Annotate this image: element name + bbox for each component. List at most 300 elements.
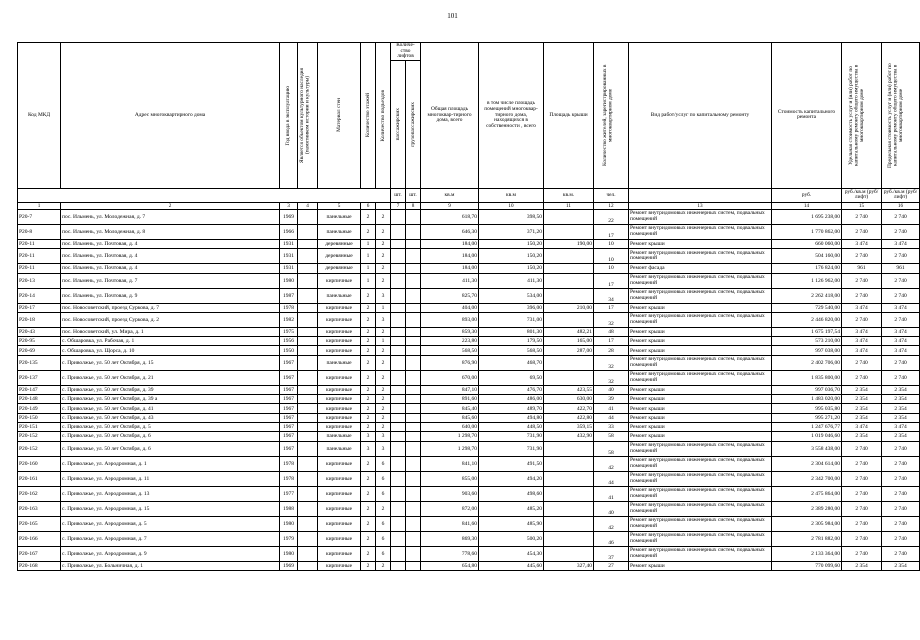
cell-address: с. Приволжье, ул. Аэродромная, д. 13 [61,486,280,501]
cell-cost: 997 038,00 [772,346,842,355]
cell-cost: 1 483 020,00 [772,395,842,404]
cell-cost: 1 770 862,00 [772,224,842,239]
cell-unit-cost: 3 474 [842,327,882,336]
cell-max-cost: 2 354 [882,395,920,404]
cell-address: с. Приволжье, ул. 50 лет Октября, д. 39 а [61,395,280,404]
cell-floors: 1 [361,264,376,273]
cell-kod: Р20-166 [18,531,61,546]
cell-empty [298,312,318,327]
cell-roof-area [544,273,594,288]
cell-entrances: 2 [376,422,391,431]
cell-max-cost: 2 740 [882,249,920,264]
cell-empty [298,441,318,456]
table-row [18,264,920,273]
cell-entrances: 2 [376,404,391,413]
cell-cost: 2 304 614,00 [772,456,842,471]
cell-max-cost: 2 740 [882,501,920,516]
cell-unit-cost: 2 740 [842,501,882,516]
cell-empty [298,327,318,336]
cell-kod: Р20-149 [18,404,61,413]
column-number: 15 [842,202,882,209]
cell-address: с. Обшаровка, ул. Рабочая, д. 1 [61,337,280,346]
cell-floors: 1 [361,239,376,248]
cell-floors: 3 [361,441,376,456]
cell-kod: Р20-152 [18,441,61,456]
column-number: 8 [406,202,421,209]
cell-empty [406,501,421,516]
cell-residents: 22 [594,209,629,224]
cell-total-area: 841,60 [421,516,479,531]
cell-max-cost: 2 354 [882,413,920,422]
cell-material: панельные [318,288,361,303]
cell-max-cost: 3 474 [882,327,920,336]
cell-empty [391,516,406,531]
cell-empty [298,546,318,561]
cell-resid-area: 411,30 [479,273,544,288]
table-row [18,441,920,456]
cell-empty [298,303,318,312]
column-number: 2 [61,202,280,209]
cell-empty [298,516,318,531]
cell-material: кирпичные [318,422,361,431]
cell-total-area: 670,00 [421,370,479,385]
table-row [18,471,920,486]
cell-year: 1967 [280,422,298,431]
cell-kod: Р20-11 [18,239,61,248]
cell-work-type: Ремонт внутридомовых инженерных систем, подвальных помещений [629,516,772,531]
cell-empty [406,312,421,327]
header-year: Год ввода в эксплуатацию [285,85,292,146]
cell-resid-area: 179,50 [479,337,544,346]
cell-material: кирпичные [318,456,361,471]
cell-max-cost: 3 474 [882,303,920,312]
cell-kod: Р20-162 [18,486,61,501]
cell-roof-area: 482,21 [544,327,594,336]
cell-total-area: 184,00 [421,249,479,264]
page-number: 101 [447,12,458,20]
cell-resid-area: 491,50 [479,456,544,471]
unit-residents: чел. [594,188,629,202]
cell-material: кирпичные [318,471,361,486]
cell-empty [391,355,406,370]
cell-address: с. Приволжье, ул. Аэродромная, д. 11 [61,471,280,486]
cell-empty [406,264,421,273]
cell-entrances: 2 [376,561,391,570]
cell-empty [406,441,421,456]
cell-cost: 1 675 197,54 [772,327,842,336]
header-total-area: Общая площадь многоквар-тирного дома, всего [421,43,479,189]
cell-max-cost: 3 474 [882,422,920,431]
cell-address: пос. Ильмень, ул. Почтовая, д. 4 [61,264,280,273]
cell-work-type: Ремонт фасада [629,264,772,273]
cell-work-type: Ремонт внутридомовых инженерных систем, подвальных помещений [629,456,772,471]
cell-resid-area: 150,20 [479,264,544,273]
unit-unit-cost: руб./кв.м (руб/лифт) [842,188,882,202]
cell-year: 1988 [280,501,298,516]
table-row [18,224,920,239]
table-row [18,531,920,546]
cell-residents: 17 [594,273,629,288]
header-max-cost: Предельная стоимость услуг и (или) работ по капитальному ремонту общего имущества в многоквартирном доме [886,63,904,168]
cell-empty [298,288,318,303]
cell-resid-area: 485,20 [479,501,544,516]
cell-kod: Р20-148 [18,395,61,404]
cell-work-type: Ремонт крыши [629,432,772,441]
cell-empty [406,385,421,394]
cell-work-type: Ремонт внутридомовых инженерных систем, подвальных помещений [629,486,772,501]
cell-unit-cost: 2 740 [842,312,882,327]
cell-cost: 2 475 864,00 [772,486,842,501]
cell-max-cost: 2 740 [882,312,920,327]
capital-repair-table [17,42,920,571]
cell-total-area: 1 298,70 [421,432,479,441]
cell-roof-area [544,486,594,501]
cell-total-area: 893,00 [421,312,479,327]
cell-entrances: 1 [376,303,391,312]
cell-max-cost: 2 740 [882,546,920,561]
cell-material: кирпичные [318,531,361,546]
cell-year: 1967 [280,355,298,370]
cell-cost: 2 133 364,00 [772,546,842,561]
cell-empty [391,561,406,570]
cell-address: пос. Ильмень, ул. Молодежная, д. 7 [61,209,280,224]
cell-total-area: 859,30 [421,327,479,336]
cell-year: 1979 [280,531,298,546]
cell-roof-area: 630,00 [544,395,594,404]
cell-material: кирпичные [318,516,361,531]
cell-cost: 176 824,00 [772,264,842,273]
cell-kod: Р20-17 [18,303,61,312]
cell-total-area: 891,60 [421,395,479,404]
cell-empty [406,346,421,355]
cell-kod: Р20-11 [18,249,61,264]
cell-unit-cost: 2 354 [842,404,882,413]
cell-cost: 2 262 418,00 [772,288,842,303]
cell-entrances: 1 [376,337,391,346]
cell-empty [391,441,406,456]
cell-entrances: 2 [376,501,391,516]
cell-unit-cost: 961 [842,264,882,273]
cell-material: кирпичные [318,486,361,501]
cell-cost: 660 060,00 [772,239,842,248]
cell-work-type: Ремонт внутридомовых инженерных систем, подвальных помещений [629,355,772,370]
cell-material: деревянные [318,239,361,248]
header-entrances: Количество подъездов [379,89,386,142]
cell-address: с. Приволжье, ул. Больничная, д. 1 [61,561,280,570]
cell-max-cost: 2 740 [882,224,920,239]
cell-residents: 42 [594,456,629,471]
cell-entrances: 3 [376,312,391,327]
cell-residents: 41 [594,486,629,501]
cell-empty [391,264,406,273]
cell-resid-area: 534,00 [479,288,544,303]
cell-work-type: Ремонт крыши [629,327,772,336]
units-row [18,188,920,202]
cell-max-cost: 2 740 [882,441,920,456]
cell-kod: Р20-8 [18,224,61,239]
unit-resid-area: кв.м [479,188,544,202]
table-row [18,395,920,404]
cell-empty [406,239,421,248]
table-header [18,43,920,210]
cell-empty [298,337,318,346]
cell-total-area: 841,10 [421,456,479,471]
cell-entrances: 6 [376,456,391,471]
cell-total-area: 825,70 [421,288,479,303]
cell-resid-area: 494,20 [479,471,544,486]
cell-empty [298,413,318,422]
cell-empty [406,337,421,346]
cell-total-area: 404,00 [421,303,479,312]
cell-resid-area: 498,60 [479,486,544,501]
cell-floors: 2 [361,370,376,385]
cell-roof-area [544,441,594,456]
table-row [18,486,920,501]
cell-address: с. Приволжье, ул. 50 лет Октября, д. 5 [61,422,280,431]
cell-roof-area: 432,90 [544,432,594,441]
cell-residents: 17 [594,224,629,239]
cell-max-cost: 961 [882,264,920,273]
cell-cost: 997 036,70 [772,385,842,394]
cell-residents: 10 [594,249,629,264]
cell-resid-area: 371,20 [479,224,544,239]
cell-floors: 1 [361,273,376,288]
cell-material: кирпичные [318,395,361,404]
cell-material: кирпичные [318,337,361,346]
cell-empty [391,370,406,385]
cell-total-area: 618,70 [421,209,479,224]
column-number: 5 [318,202,361,209]
cell-residents: 40 [594,385,629,394]
cell-entrances: 2 [376,264,391,273]
cell-roof-area [544,370,594,385]
table-row [18,404,920,413]
column-numbers-row [18,202,920,209]
unit-total-area: кв.м [421,188,479,202]
cell-kod: Р20-95 [18,337,61,346]
cell-cost: 2 305 984,00 [772,516,842,531]
cell-max-cost: 3 474 [882,239,920,248]
cell-floors: 3 [361,432,376,441]
cell-unit-cost: 2 354 [842,561,882,570]
cell-work-type: Ремонт внутридомовых инженерных систем, подвальных помещений [629,209,772,224]
cell-max-cost: 2 740 [882,531,920,546]
cell-resid-area: 150,20 [479,249,544,264]
header-resid-area: в том числе площадь помещений многоквар-тирного дома, находящихся в собственности , всего [479,43,544,189]
cell-address: с. Приволжье, ул. Аэродромная, д. 5 [61,516,280,531]
cell-floors: 2 [361,303,376,312]
cell-empty [406,404,421,413]
cell-unit-cost: 2 740 [842,355,882,370]
cell-empty [298,404,318,413]
header-elev-cargo: грузопассажирских [409,101,416,147]
cell-empty [391,303,406,312]
cell-empty [298,264,318,273]
cell-material: деревянные [318,249,361,264]
cell-empty [406,456,421,471]
column-number: 12 [594,202,629,209]
table-row [18,239,920,248]
cell-unit-cost: 2 354 [842,395,882,404]
cell-address: пос. Новосоветский, проезд Суркова, д. 2 [61,312,280,327]
cell-entrances: 2 [376,273,391,288]
cell-material: панельные [318,441,361,456]
cell-kod: Р20-7 [18,209,61,224]
cell-resid-area: 69,50 [479,370,544,385]
cell-resid-area: 396,00 [479,303,544,312]
cell-floors: 2 [361,501,376,516]
cell-empty [298,471,318,486]
cell-empty [406,327,421,336]
cell-max-cost: 2 740 [882,471,920,486]
cell-work-type: Ремонт крыши [629,413,772,422]
cell-resid-area: 398,50 [479,209,544,224]
cell-residents: 40 [594,501,629,516]
cell-unit-cost: 2 740 [842,456,882,471]
cell-roof-area [544,546,594,561]
cell-entrances: 2 [376,346,391,355]
cell-cost: 1 126 962,00 [772,273,842,288]
header-works: Вид работ/услуг по капитальному ремонту [629,43,772,189]
cell-resid-area: 485,90 [479,516,544,531]
cell-kod: Р20-137 [18,370,61,385]
cell-material: кирпичные [318,546,361,561]
cell-year: 1969 [280,561,298,570]
cell-address: пос. Ильмень, ул. Почтовая, д. 4 [61,239,280,248]
cell-entrances: 3 [376,432,391,441]
cell-cost: 1 247 676,77 [772,422,842,431]
cell-address: с. Приволжье, ул. Аэродромная, д. 15 [61,501,280,516]
cell-empty [298,355,318,370]
cell-cost: 995 035,80 [772,404,842,413]
cell-empty [406,531,421,546]
cell-kod: Р20-11 [18,264,61,273]
cell-resid-area: 568,50 [479,346,544,355]
cell-empty [298,209,318,224]
cell-material: панельные [318,355,361,370]
cell-residents: 37 [594,546,629,561]
column-number: 1 [18,202,61,209]
cell-residents: 32 [594,312,629,327]
cell-total-area: 568,50 [421,346,479,355]
header-kod: Код МКД [18,43,61,189]
cell-empty [406,422,421,431]
cell-total-area: 184,00 [421,239,479,248]
cell-max-cost: 2 740 [882,273,920,288]
header-roof-area: Площадь крыши [544,43,594,189]
cell-resid-area: 489,70 [479,404,544,413]
cell-residents: 32 [594,355,629,370]
cell-unit-cost: 2 354 [842,413,882,422]
cell-floors: 2 [361,422,376,431]
cell-empty [391,288,406,303]
cell-unit-cost: 3 474 [842,303,882,312]
cell-material: панельные [318,432,361,441]
cell-total-area: 869,30 [421,531,479,546]
cell-unit-cost: 2 740 [842,516,882,531]
unit-pass: шт. [391,188,406,202]
cell-empty [298,561,318,570]
cell-empty [391,531,406,546]
cell-work-type: Ремонт внутридомовых инженерных систем, подвальных помещений [629,546,772,561]
cell-roof-area [544,288,594,303]
cell-residents: 33 [594,422,629,431]
cell-work-type: Ремонт внутридомовых инженерных систем, подвальных помещений [629,471,772,486]
cell-entrances: 2 [376,370,391,385]
cell-kod: Р20-14 [18,288,61,303]
cell-roof-area [544,312,594,327]
cell-work-type: Ремонт крыши [629,346,772,355]
cell-material: кирпичные [318,303,361,312]
cell-material: кирпичные [318,501,361,516]
cell-empty [298,346,318,355]
column-number: 10 [479,202,544,209]
cell-empty [391,432,406,441]
table-row [18,432,920,441]
cell-total-area: 876,90 [421,355,479,370]
cell-address: с. Приволжье, ул. 50 лет Октября, д. 43 [61,413,280,422]
cell-year: 1980 [280,273,298,288]
cell-address: пос. Ильмень, ул. Почтовая, д. 9 [61,288,280,303]
cell-material: панельные [318,224,361,239]
cell-total-area: 654,80 [421,561,479,570]
cell-unit-cost: 2 740 [842,370,882,385]
cell-address: с. Приволжье, ул. 50 лет Октября, д. 21 [61,370,280,385]
cell-kod: Р20-168 [18,561,61,570]
cell-residents: 17 [594,337,629,346]
cell-kod: Р20-152 [18,432,61,441]
cell-unit-cost: 2 740 [842,471,882,486]
cell-empty [406,432,421,441]
header-cost: Стоимость капитального ремонта [772,43,842,189]
cell-empty [391,413,406,422]
cell-year: 1980 [280,516,298,531]
cell-address: пос. Новосоветский, ул. Мира, д. 1 [61,327,280,336]
cell-address: пос. Ильмень, ул. Молодежная, д. 8 [61,224,280,239]
column-number: 11 [544,202,594,209]
cell-year: 1967 [280,413,298,422]
cell-unit-cost: 3 474 [842,346,882,355]
cell-empty [406,370,421,385]
cell-resid-area: 476,70 [479,385,544,394]
cell-total-area: 640,00 [421,422,479,431]
cell-year: 1967 [280,404,298,413]
cell-roof-area [544,456,594,471]
cell-cost: 2 389 280,00 [772,501,842,516]
header-elev-pass: пассажирских [394,108,401,141]
cell-empty [406,486,421,501]
cell-empty [298,395,318,404]
cell-address: с. Приволжье, ул. Аэродромная, д. 1 [61,456,280,471]
cell-material: кирпичные [318,404,361,413]
column-number: 9 [421,202,479,209]
cell-empty [298,239,318,248]
cell-total-area: 1 298,70 [421,441,479,456]
table-row [18,209,920,224]
cell-empty [298,273,318,288]
cell-unit-cost: 2 740 [842,224,882,239]
table-row [18,501,920,516]
cell-work-type: Ремонт внутридомовых инженерных систем, подвальных помещений [629,370,772,385]
header-floors: Количество этажей [364,93,371,138]
cell-max-cost: 2 740 [882,486,920,501]
cell-year: 1956 [280,337,298,346]
cell-work-type: Ремонт внутридомовых инженерных систем, подвальных помещений [629,224,772,239]
cell-unit-cost: 2 740 [842,546,882,561]
cell-residents: 58 [594,441,629,456]
cell-total-area: 646,30 [421,224,479,239]
cell-material: панельные [318,209,361,224]
